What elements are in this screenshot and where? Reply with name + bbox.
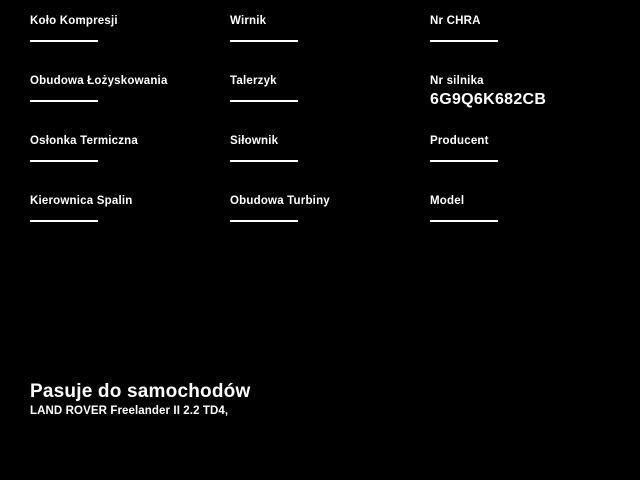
spec-label: Nr silnika	[430, 75, 484, 87]
spec-label: Obudowa Turbiny	[230, 195, 330, 207]
spec-rule	[430, 160, 498, 162]
spec-label: Siłownik	[230, 135, 279, 147]
spec-rule	[430, 220, 498, 222]
spec-cell-kierownica-spalin	[0, 194, 200, 254]
spec-cell-wirnik	[200, 14, 400, 74]
spec-rule	[230, 100, 298, 102]
fitment-vehicle-list: LAND ROVER Freelander II 2.2 TD4,	[30, 405, 229, 417]
spec-cell-obudowa-lozyskowania	[0, 74, 200, 134]
spec-label: Kierownica Spalin	[30, 195, 133, 207]
spec-rule	[30, 40, 98, 42]
spec-rule	[230, 40, 298, 42]
spec-cell-nr-chra	[400, 14, 640, 74]
spec-cell-talerzyk	[200, 74, 400, 134]
spec-label: Koło Kompresji	[30, 15, 118, 27]
spec-label: Osłonka Termiczna	[30, 135, 139, 147]
spec-label: Model	[430, 195, 465, 207]
spec-label: Obudowa Łożyskowania	[30, 75, 168, 87]
spec-label: Producent	[430, 135, 489, 147]
spec-label: Nr CHRA	[430, 15, 481, 27]
spec-rule	[230, 220, 298, 222]
spec-cell-nr-silnika	[400, 74, 640, 134]
spec-rule	[30, 100, 98, 102]
spec-label: Wirnik	[230, 15, 267, 27]
spec-cell-silownik	[200, 134, 400, 194]
spec-cell-obudowa-turbiny	[200, 194, 400, 254]
spec-rule	[430, 40, 498, 42]
spec-cell-oslonka-termiczna	[0, 134, 200, 194]
spec-cell-model	[400, 194, 640, 254]
spec-label: Talerzyk	[230, 75, 277, 87]
spec-cell-kolo-kompresji	[0, 14, 200, 74]
fitment-section	[30, 380, 590, 419]
spec-cell-producent	[400, 134, 640, 194]
spec-rule	[30, 220, 98, 222]
engine-number-value: 6G9Q6K682CB	[430, 91, 547, 108]
spec-rule	[230, 160, 298, 162]
spec-rule	[30, 160, 98, 162]
fitment-title: Pasuje do samochodów	[30, 381, 251, 402]
